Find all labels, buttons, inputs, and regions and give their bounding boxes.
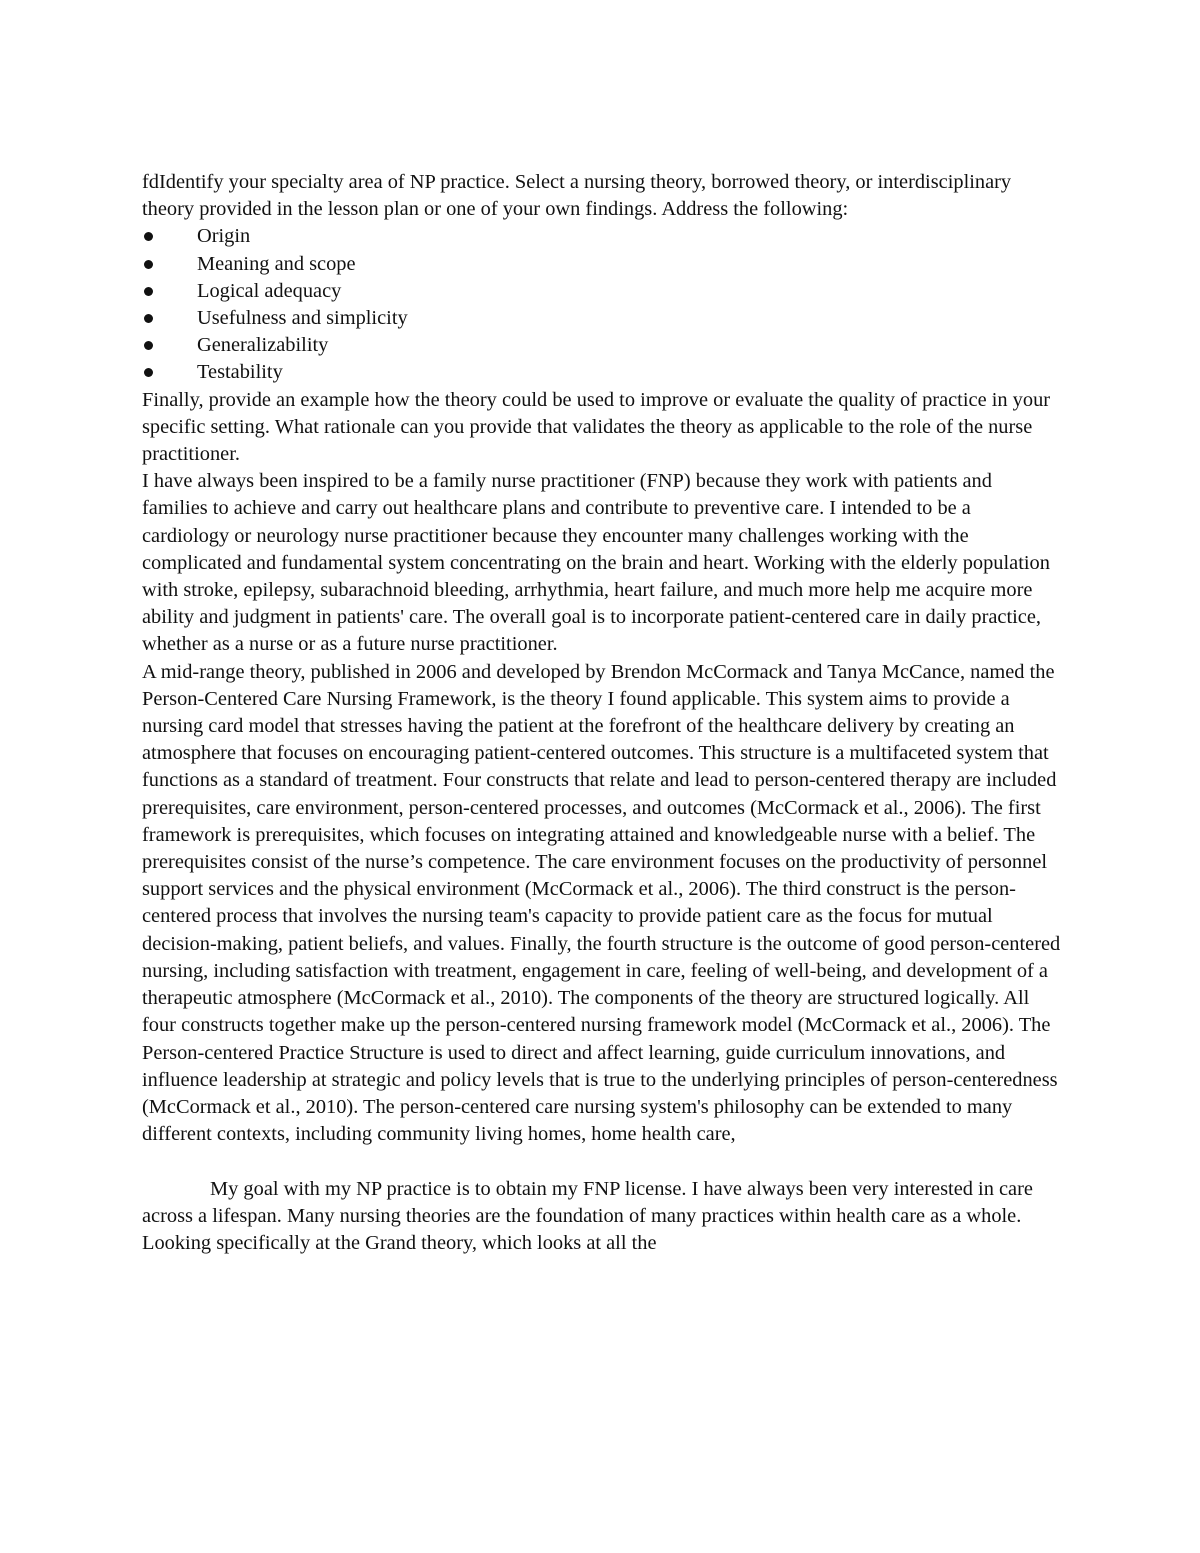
list-item-label: Testability	[197, 361, 283, 384]
bullet-icon	[144, 368, 153, 377]
list-item	[142, 278, 1062, 305]
bullet-icon	[144, 232, 153, 241]
document-body	[142, 169, 1062, 1257]
bullet-icon	[144, 260, 153, 269]
list-item-label: Origin	[197, 225, 251, 248]
prompt-closing: Finally, provide an example how the theory could be used to improve or evaluate the quality of practice in your specific setting. What rationale can you provide that validates the theory as applicable to the role of the nurse practitioner.	[142, 388, 1051, 466]
bullet-icon	[144, 341, 153, 350]
list-item	[142, 332, 1062, 359]
list-item-label: Generalizability	[197, 334, 329, 357]
body-paragraph-theory: A mid-range theory, published in 2006 and developed by Brendon McCormack and Tanya McCance, named the Person-Centered Care Nursing Framework, is the theory I found applicable. This system aims to provide a nursing card model that stresses having the patient at the forefront of the healthcare delivery by creating an atmosphere that focuses on encouraging patient-centered outcomes. This structure is a multifaceted system that functions as a standard of treatment. Four constructs that relate and lead to person-centered therapy are included prerequisites, care environment, person-centered processes, and outcomes (McCormack et al., 2006). The first framework is prerequisites, which focuses on integrating attained and knowledgeable nurse with a belief. The prerequisites consist of the nurse’s competence. The care environment focuses on the productivity of personnel support services and the physical environment (McCormack et al., 2006). The third construct is the person-centered process that involves the nursing team's capacity to provide patient care as the focus for mutual decision-making, patient beliefs, and values. Finally, the fourth structure is the outcome of good person-centered nursing, including satisfaction with treatment, engagement in care, feeling of well-being, and development of a therapeutic atmosphere (McCormack et al., 2010). The components of the theory are structured logically. All four constructs together make up the person-centered nursing framework model (McCormack et al., 2006). The Person-centered Practice Structure is used to direct and affect learning, guide curriculum innovations, and influence leadership at strategic and policy levels that is true to the underlying principles of person-centeredness (McCormack et al., 2010). The person-centered care nursing system's philosophy can be extended to many different contexts, including community living homes, home health care,	[142, 660, 1061, 1146]
list-item-label: Logical adequacy	[197, 279, 342, 302]
list-item	[142, 223, 1062, 250]
list-item	[142, 359, 1062, 386]
body-paragraph-goal: My goal with my NP practice is to obtain my FNP license. I have always been very interested in care across a lifespan. Many nursing theories are the foundation of many practices within health care as a whole. Looking specifically at the Grand theory, which looks at all the	[142, 1177, 1033, 1254]
bullet-icon	[144, 287, 153, 296]
paragraph-spacer	[142, 1148, 1062, 1175]
prompt-intro: fdIdentify your specialty area of NP practice. Select a nursing theory, borrowed theory, or interdisciplinary theory provided in the lesson plan or one of your own findings. Address the following:	[142, 171, 1012, 221]
bullet-icon	[144, 314, 153, 323]
body-paragraph-specialty: I have always been inspired to be a family nurse practitioner (FNP) because they work with patients and families to achieve and carry out healthcare plans and contribute to preventive care. I intended to be a cardiology or neurology nurse practitioner because they encounter many challenges working with the complicated and fundamental system concentrating on the brain and heart. Working with the elderly population with stroke, epilepsy, subarachnoid bleeding, arrhythmia, heart failure, and much more help me acquire more ability and judgment in patients' care. The overall goal is to incorporate patient-centered care in daily practice, whether as a nurse or as a future nurse practitioner.	[142, 470, 1050, 656]
prompt-criteria-list	[142, 223, 1062, 386]
list-item-label: Meaning and scope	[197, 252, 356, 275]
list-item-label: Usefulness and simplicity	[197, 307, 408, 330]
list-item	[142, 251, 1062, 278]
list-item	[142, 305, 1062, 332]
